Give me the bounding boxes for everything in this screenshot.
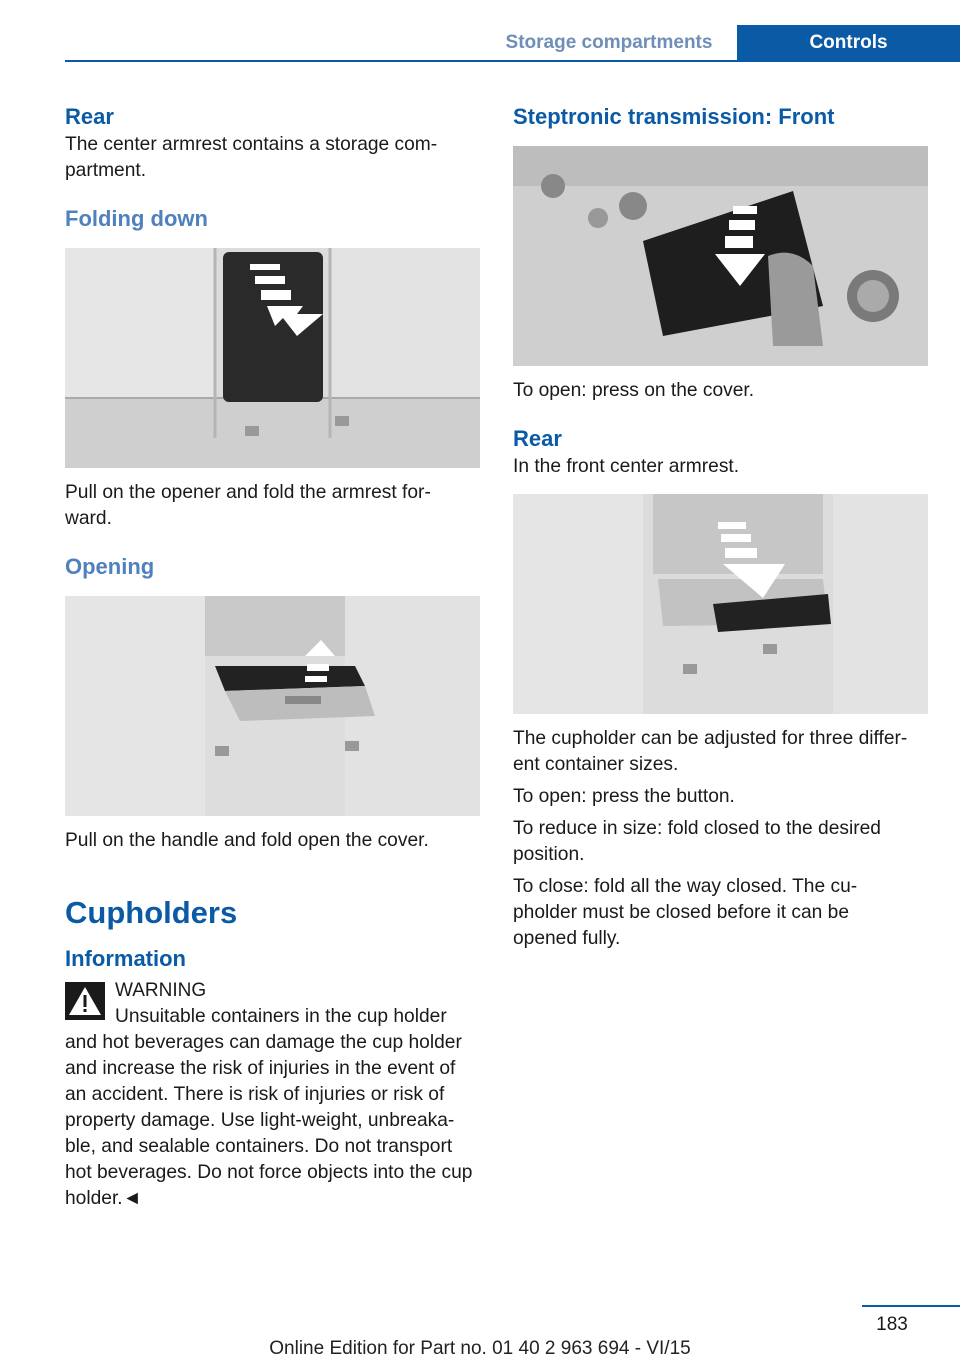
rear-heading: Rear xyxy=(65,104,114,129)
cupholders-heading: Cupholders xyxy=(65,895,238,930)
folding-down-text: Pull on the opener and fold the armrest for-ward. xyxy=(65,482,431,529)
cupholder-open-text: To open: press the button. xyxy=(513,786,735,807)
cupholder-close-text: To close: fold all the way closed. The cu-pholder must be closed before it can be opened fully. xyxy=(513,876,858,949)
rear-text: The center armrest contains a storage com-partment. xyxy=(65,134,438,181)
footer-rule xyxy=(862,1305,960,1307)
rear-cupholder-illustration xyxy=(513,494,928,714)
cupholder-sizes-text: The cupholder can be adjusted for three differ-ent container sizes. xyxy=(513,728,908,775)
page-number: 183 xyxy=(876,1314,908,1335)
opening-heading: Opening xyxy=(65,554,155,579)
right-column xyxy=(513,100,928,952)
folding-down-illustration xyxy=(65,248,480,468)
steptronic-heading: Steptronic transmission: Front xyxy=(513,104,835,129)
left-column xyxy=(65,100,480,1212)
steptronic-illustration xyxy=(513,146,928,366)
information-heading: Information xyxy=(65,946,186,971)
warning-text: Unsuitable containers in the cup holder and hot beverages can damage the cup holder and increase the risk of injuries in the event of an accident. There is risk of injuries or risk of property damage. Use light-weight, unbreaka-ble, and sealable containers. Do not transport hot beverages. Do not force objects into the cup holder.◄ xyxy=(65,1006,473,1209)
opening-illustration xyxy=(65,596,480,816)
opening-text: Pull on the handle and fold open the cover. xyxy=(65,830,429,851)
warning-title: WARNING xyxy=(115,980,207,1001)
rear-cupholder-text: In the front center armrest. xyxy=(513,456,740,477)
edition-info: Online Edition for Part no. 01 40 2 963 694 - VI/15 xyxy=(269,1338,691,1359)
steptronic-text: To open: press on the cover. xyxy=(513,380,755,401)
rear-cupholder-heading: Rear xyxy=(513,426,562,451)
header-rule xyxy=(65,60,960,62)
header-chapter-tab: Controls xyxy=(737,25,960,61)
cupholder-reduce-text: To reduce in size: fold closed to the desired position. xyxy=(513,818,881,865)
warning-block xyxy=(65,978,480,1212)
folding-down-heading: Folding down xyxy=(65,206,208,231)
header-section-title: Storage compartments xyxy=(505,32,713,53)
warning-icon xyxy=(65,982,105,1020)
